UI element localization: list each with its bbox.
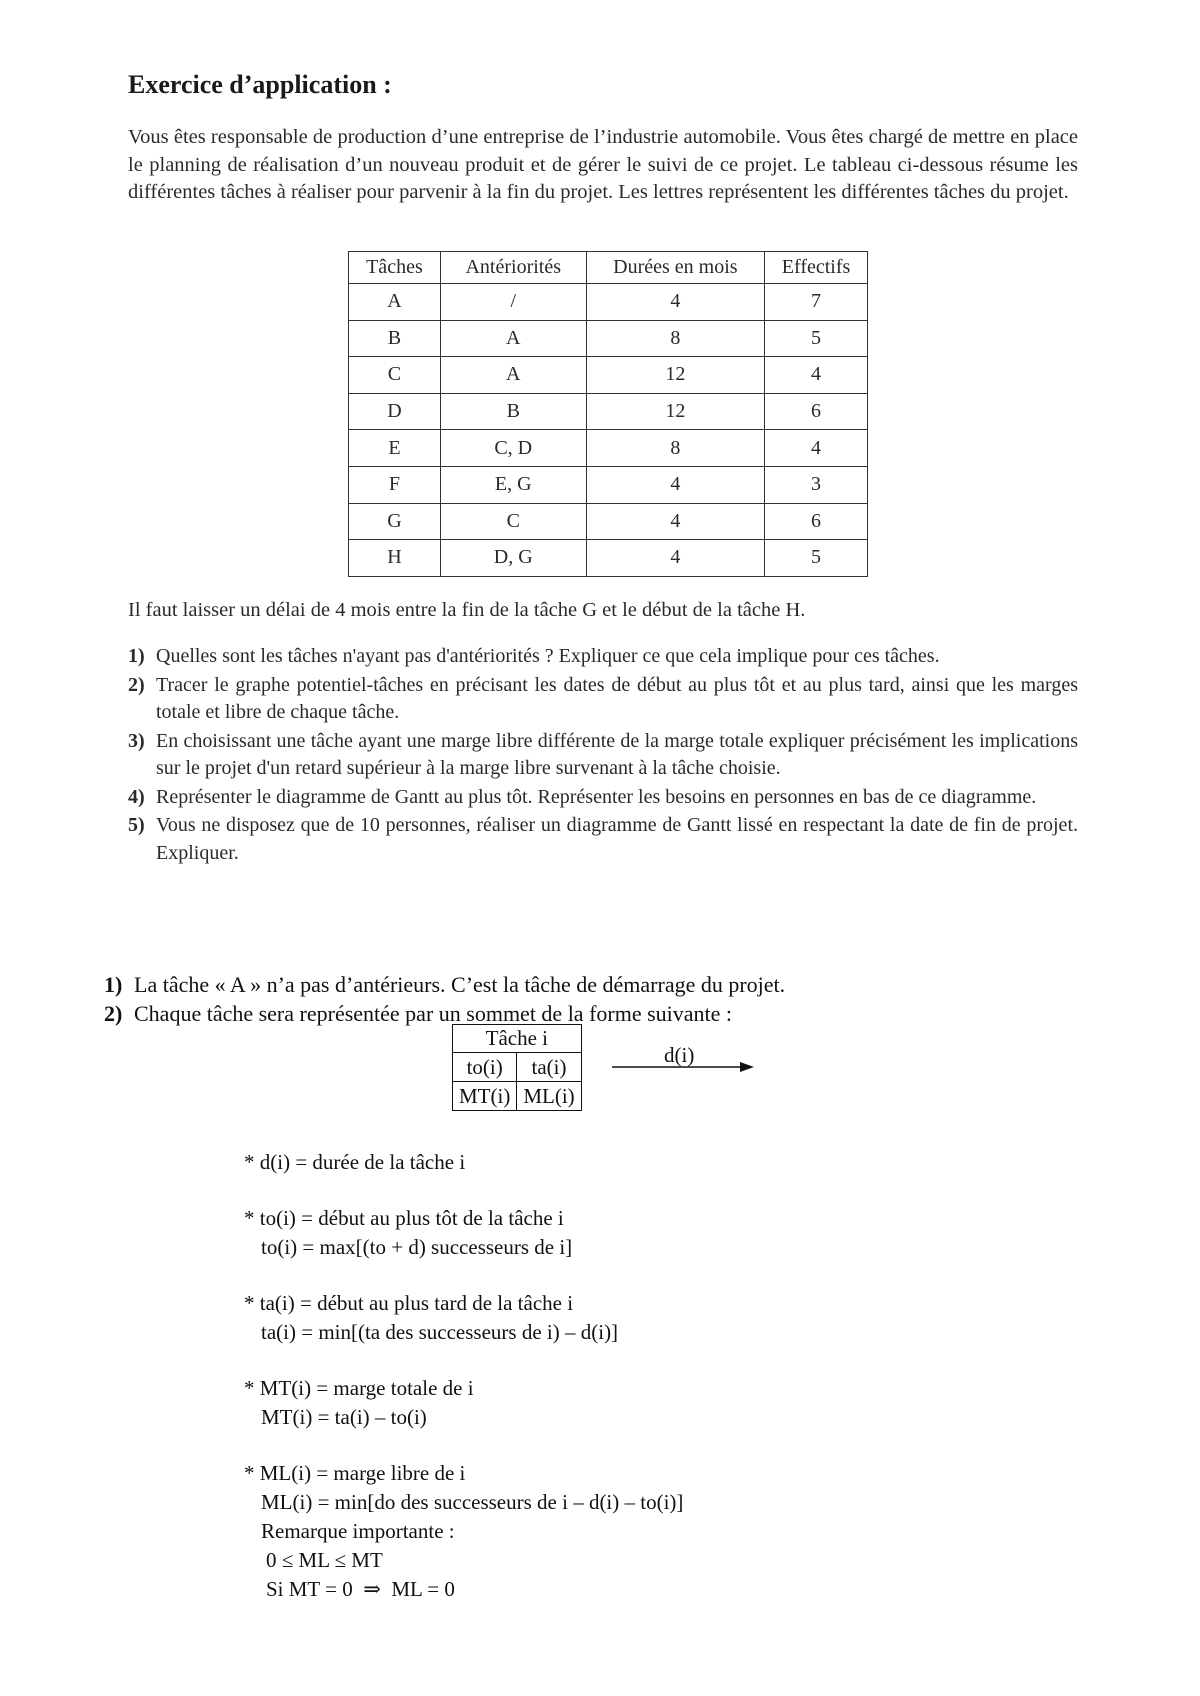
question-text: En choisissant une tâche ayant une marge libre différente de la marge totale expliquer précisément les implications sur le projet d'un retard supérieur à la marge libre survenant à la tâche choisie.	[156, 729, 1078, 779]
question-number: 2)	[128, 673, 145, 696]
definition-formula: ML(i) = min[do des successeurs de i – d(i) – to(i)]	[261, 1490, 684, 1514]
cell-anteriority: D, G	[440, 540, 586, 577]
cell-staff: 5	[765, 540, 868, 577]
definition-line: * d(i) = durée de la tâche i	[244, 1150, 466, 1174]
header-durees: Durées en mois	[586, 252, 764, 284]
cell-anteriority: /	[440, 284, 586, 321]
cell-anteriority: A	[440, 320, 586, 357]
header-taches: Tâches	[349, 252, 441, 284]
question-number: 4)	[128, 785, 145, 808]
delay-note: Il faut laisser un délai de 4 mois entre la fin de la tâche G et le début de la tâche H.	[128, 599, 806, 621]
question-item	[128, 728, 1078, 783]
arrow-right-icon	[612, 1060, 756, 1074]
question-item	[128, 643, 1078, 671]
cell-task: D	[349, 393, 441, 430]
table-row	[349, 357, 868, 394]
definition-d	[244, 1148, 683, 1177]
question-item	[128, 812, 1078, 867]
question-item	[128, 672, 1078, 727]
cell-duration: 4	[586, 503, 764, 540]
cell-staff: 4	[765, 430, 868, 467]
cell-task: A	[349, 284, 441, 321]
question-text: Quelles sont les tâches n'ayant pas d'antériorités ? Expliquer ce que cela implique pour ces tâches.	[156, 645, 940, 667]
definition-line: * ML(i) = marge libre de i	[244, 1461, 466, 1485]
node-mt: MT(i)	[453, 1082, 517, 1111]
cell-duration: 12	[586, 357, 764, 394]
cell-task: E	[349, 430, 441, 467]
question-text: Représenter le diagramme de Gantt au plus tôt. Représenter les besoins en personnes en bas de ce diagramme.	[156, 785, 1037, 808]
cell-staff: 4	[765, 357, 868, 394]
definition-formula: MT(i) = ta(i) – to(i)	[261, 1405, 427, 1429]
table-header-row	[349, 252, 868, 284]
remark-rule: 0 ≤ ML ≤ MT	[266, 1548, 383, 1572]
definition-ta	[244, 1289, 683, 1347]
question-item	[128, 784, 1078, 812]
table-row	[349, 320, 868, 357]
cell-staff: 3	[765, 466, 868, 503]
definition-ml	[244, 1459, 683, 1604]
definition-formula: to(i) = max[(to + d) successeurs de i]	[261, 1235, 573, 1259]
tasks-table	[348, 251, 868, 577]
table-row	[349, 284, 868, 321]
cell-task: F	[349, 466, 441, 503]
question-number: 5)	[128, 814, 145, 836]
definition-formula: ta(i) = min[(ta des successeurs de i) – d(i)]	[261, 1320, 619, 1344]
answer-number: 1)	[104, 972, 123, 997]
definition-mt	[244, 1374, 683, 1432]
definition-line: * to(i) = début au plus tôt de la tâche i	[244, 1206, 564, 1230]
intro-paragraph: Vous êtes responsable de production d’une entreprise de l’industrie automobile. Vous êtes chargé de mettre en place le planning de réalisation d’un nouveau produit et de gérer le suivi de ce projet. Le tableau ci-dessous résume les différentes tâches à réaliser pour parvenir à la fin du projet. Les lettres représentent les différentes tâches du projet.	[128, 126, 1078, 203]
cell-anteriority: A	[440, 357, 586, 394]
answer-number: 2)	[104, 1001, 123, 1026]
answer-text: Chaque tâche sera représentée par un sommet de la forme suivante :	[134, 1001, 733, 1026]
questions-list	[128, 643, 1078, 868]
table-row	[349, 393, 868, 430]
definition-line: * ta(i) = début au plus tard de la tâche i	[244, 1291, 574, 1315]
cell-duration: 8	[586, 430, 764, 467]
cell-anteriority: C, D	[440, 430, 586, 467]
header-anteriorites: Antériorités	[440, 252, 586, 284]
arrow-label: d(i)	[664, 1043, 695, 1067]
cell-duration: 4	[586, 284, 764, 321]
table-row	[349, 503, 868, 540]
cell-duration: 8	[586, 320, 764, 357]
node-ta: ta(i)	[517, 1053, 581, 1082]
answer-item	[104, 970, 785, 999]
question-number: 1)	[128, 645, 145, 667]
cell-task: G	[349, 503, 441, 540]
cell-task: H	[349, 540, 441, 577]
cell-anteriority: B	[440, 393, 586, 430]
definitions	[244, 1148, 683, 1631]
task-node-diagram	[452, 1024, 582, 1111]
node-to: to(i)	[453, 1053, 517, 1082]
cell-task: B	[349, 320, 441, 357]
question-text: Tracer le graphe potentiel-tâches en précisant les dates de début au plus tôt et au plus tard, ainsi que les marges totale et libre de chaque tâche.	[156, 673, 1078, 723]
definition-to	[244, 1204, 683, 1262]
cell-task: C	[349, 357, 441, 394]
cell-staff: 6	[765, 393, 868, 430]
answer-text: La tâche « A » n’a pas d’antérieurs. C’est la tâche de démarrage du projet.	[134, 972, 786, 997]
cell-duration: 4	[586, 466, 764, 503]
answer-item	[104, 999, 785, 1028]
node-title: Tâche i	[453, 1025, 582, 1053]
definition-line: * MT(i) = marge totale de i	[244, 1376, 474, 1400]
cell-duration: 12	[586, 393, 764, 430]
question-text: Vous ne disposez que de 10 personnes, réaliser un diagramme de Gantt lissé en respectant la date de fin de projet. Expliquer.	[156, 814, 1078, 864]
header-effectifs: Effectifs	[765, 252, 868, 284]
remark-heading: Remarque importante :	[261, 1519, 455, 1543]
question-number: 3)	[128, 729, 145, 752]
exercise-title: Exercice d’application :	[128, 70, 392, 99]
cell-staff: 6	[765, 503, 868, 540]
remark-rule: Si MT = 0 ⇒ ML = 0	[266, 1577, 455, 1601]
cell-duration: 4	[586, 540, 764, 577]
table-row	[349, 466, 868, 503]
table-row	[349, 540, 868, 577]
node-ml: ML(i)	[517, 1082, 581, 1111]
answers-list	[104, 970, 785, 1028]
cell-anteriority: C	[440, 503, 586, 540]
cell-staff: 5	[765, 320, 868, 357]
cell-staff: 7	[765, 284, 868, 321]
table-row	[349, 430, 868, 467]
cell-anteriority: E, G	[440, 466, 586, 503]
